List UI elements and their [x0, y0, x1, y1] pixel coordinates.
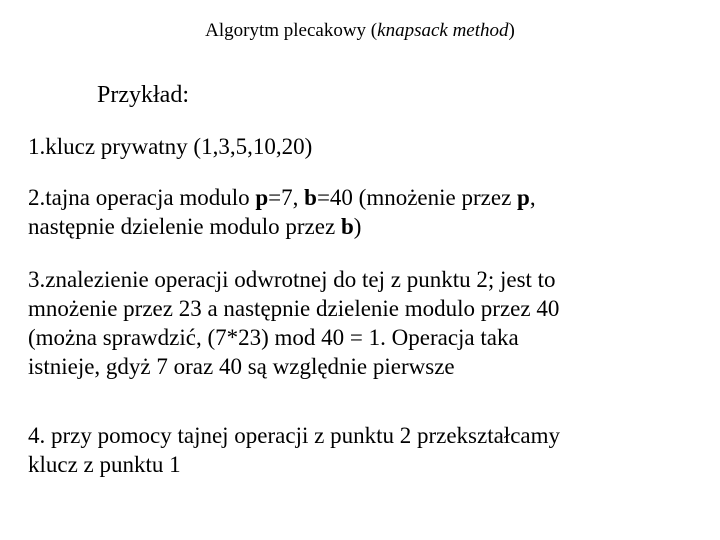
text-line: [28, 450, 698, 479]
list-item-4: [28, 421, 698, 479]
text-line: [28, 212, 698, 241]
text-run: 4. przy pomocy tajnej operacji z punktu 2 przekształcamy: [28, 423, 560, 448]
text-run: ): [353, 214, 362, 239]
text-run: 3.znalezienie operacji odwrotnej do tej z punktu 2; jest to: [28, 267, 556, 292]
text-line: [28, 132, 698, 161]
bold-term: p: [255, 185, 269, 210]
text-line: [28, 294, 698, 323]
list-item-3: [28, 265, 698, 381]
title-suffix: ): [508, 20, 515, 41]
text-run: 2.tajna operacja modulo: [28, 185, 256, 210]
list-item-1: [28, 132, 698, 161]
text-run: 1.klucz prywatny (1,3,5,10,20): [28, 134, 313, 159]
text-line: [28, 183, 698, 212]
list-item-2: [28, 183, 698, 241]
title-prefix: Algorytm plecakowy (: [205, 20, 378, 41]
text-line: [28, 352, 698, 381]
text-run: ,: [529, 185, 536, 210]
bold-term: b: [340, 214, 354, 239]
bold-term: b: [304, 185, 317, 210]
text-run: mnożenie przez 23 a następnie dzielenie modulo przez 40: [28, 296, 560, 321]
text-line: [28, 265, 698, 294]
bold-term: p: [517, 185, 530, 210]
text-run: (można sprawdzić, (7*23) mod 40 = 1. Operacja taka: [28, 325, 519, 350]
example-heading: Przykład:: [97, 82, 189, 108]
text-line: [28, 323, 698, 352]
text-run: =40 (mnożenie przez: [316, 185, 518, 210]
text-run: klucz z punktu 1: [28, 452, 181, 477]
text-run: =7,: [268, 185, 305, 210]
text-run: istnieje, gdyż 7 oraz 40 są względnie pierwsze: [28, 354, 455, 379]
text-line: [28, 421, 698, 450]
slide-title: [0, 18, 720, 44]
text-run: następnie dzielenie modulo przez: [28, 214, 341, 239]
title-italic: knapsack method: [377, 20, 509, 41]
